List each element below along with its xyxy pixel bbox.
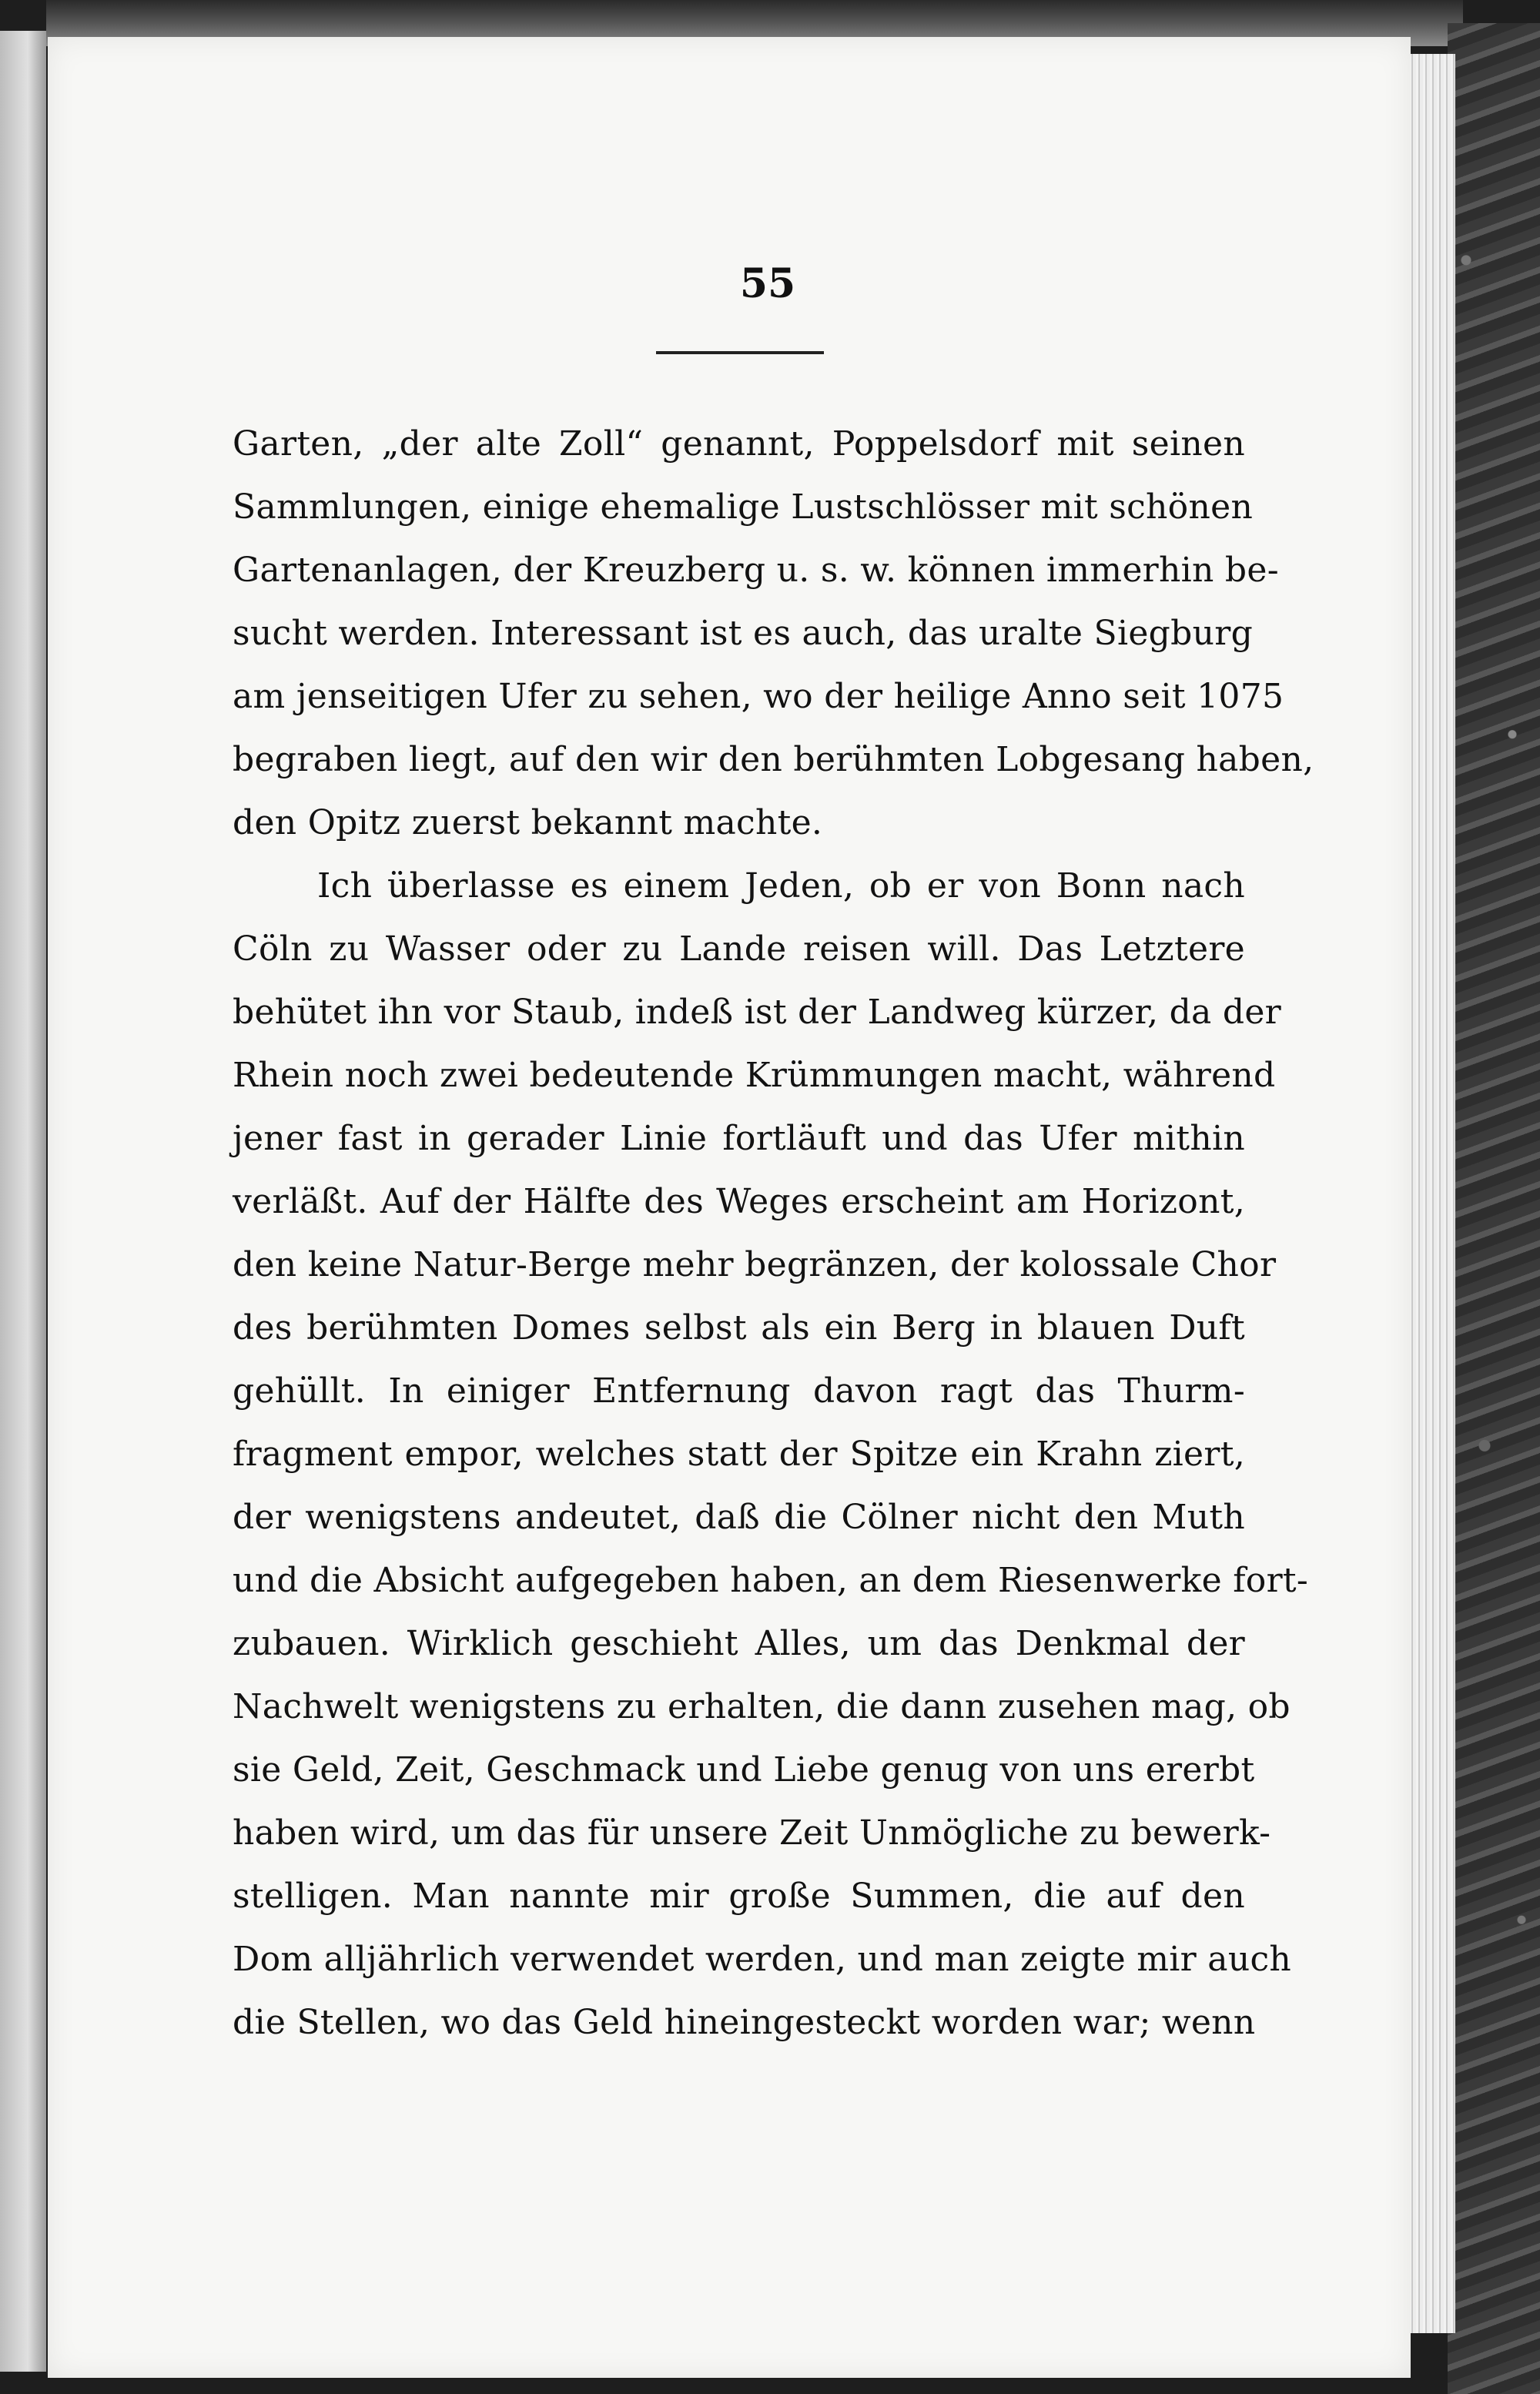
page-body (233, 413, 1314, 2054)
text-line: und die Absicht aufgegeben haben, an dem Riesenwerke fort- (233, 1561, 1309, 1600)
text-line: Dom alljährlich verwendet werden, und man zeigte mir auch (233, 1940, 1292, 1979)
book-page (48, 37, 1411, 2378)
text-line: Ich überlasse es einem Jeden, ob er von Bonn nach (317, 866, 1245, 906)
text-line: den Opitz zuerst bekannt machte. (233, 803, 823, 842)
text-line: zubauen. Wirklich geschieht Alles, um das Denkmal der (233, 1624, 1245, 1663)
text-line: stelligen. Man nannte mir große Summen, die auf den (233, 1877, 1245, 1916)
text-line: sie Geld, Zeit, Geschmack und Liebe genug von uns ererbt (233, 1750, 1255, 1790)
text-line: die Stellen, wo das Geld hineingesteckt worden war; wenn (233, 2003, 1256, 2042)
page-number: 55 (739, 260, 796, 307)
facing-page-edge (0, 31, 46, 2372)
text-line: des berühmten Domes selbst als ein Berg in blauen Duft (233, 1308, 1245, 1348)
header-rule (656, 351, 824, 354)
text-line: den keine Natur-Berge mehr begränzen, der kolossale Chor (233, 1245, 1277, 1284)
text-line: Cöln zu Wasser oder zu Lande reisen will. Das Letztere (233, 929, 1245, 969)
text-line: Garten, „der alte Zoll“ genannt, Poppelsdorf mit seinen (233, 424, 1245, 464)
text-line: am jenseitigen Ufer zu sehen, wo der heilige Anno seit 1075 (233, 677, 1284, 716)
text-line: Gartenanlagen, der Kreuzberg u. s. w. können immerhin be- (233, 551, 1279, 590)
text-line: behütet ihn vor Staub, indeß ist der Landweg kürzer, da der (233, 993, 1281, 1032)
text-line: fragment empor, welches statt der Spitze ein Krahn ziert, (233, 1435, 1245, 1474)
text-line: begraben liegt, auf den wir den berühmten Lobgesang haben, (233, 740, 1314, 779)
text-line: verläßt. Auf der Hälfte des Weges erscheint am Horizont, (233, 1182, 1245, 1221)
text-line: Nachwelt wenigstens zu erhalten, die dann zusehen mag, ob (233, 1687, 1291, 1726)
marbled-cover-edge (1448, 23, 1540, 2394)
text-line: Sammlungen, einige ehemalige Lustschlösser mit schönen (233, 487, 1254, 527)
text-line: Rhein noch zwei bedeutende Krümmungen macht, während (233, 1056, 1276, 1095)
text-line: gehüllt. In einiger Entfernung davon ragt das Thurm- (233, 1371, 1245, 1411)
text-line: jener fast in gerader Linie fortläuft und das Ufer mithin (233, 1119, 1245, 1158)
text-line: haben wird, um das für unsere Zeit Unmögliche zu bewerk- (233, 1813, 1271, 1853)
page-stack-edges (1409, 54, 1455, 2333)
text-line: sucht werden. Interessant ist es auch, das uralte Siegburg (233, 614, 1254, 653)
text-line: der wenigstens andeutet, daß die Cölner nicht den Muth (233, 1498, 1245, 1537)
